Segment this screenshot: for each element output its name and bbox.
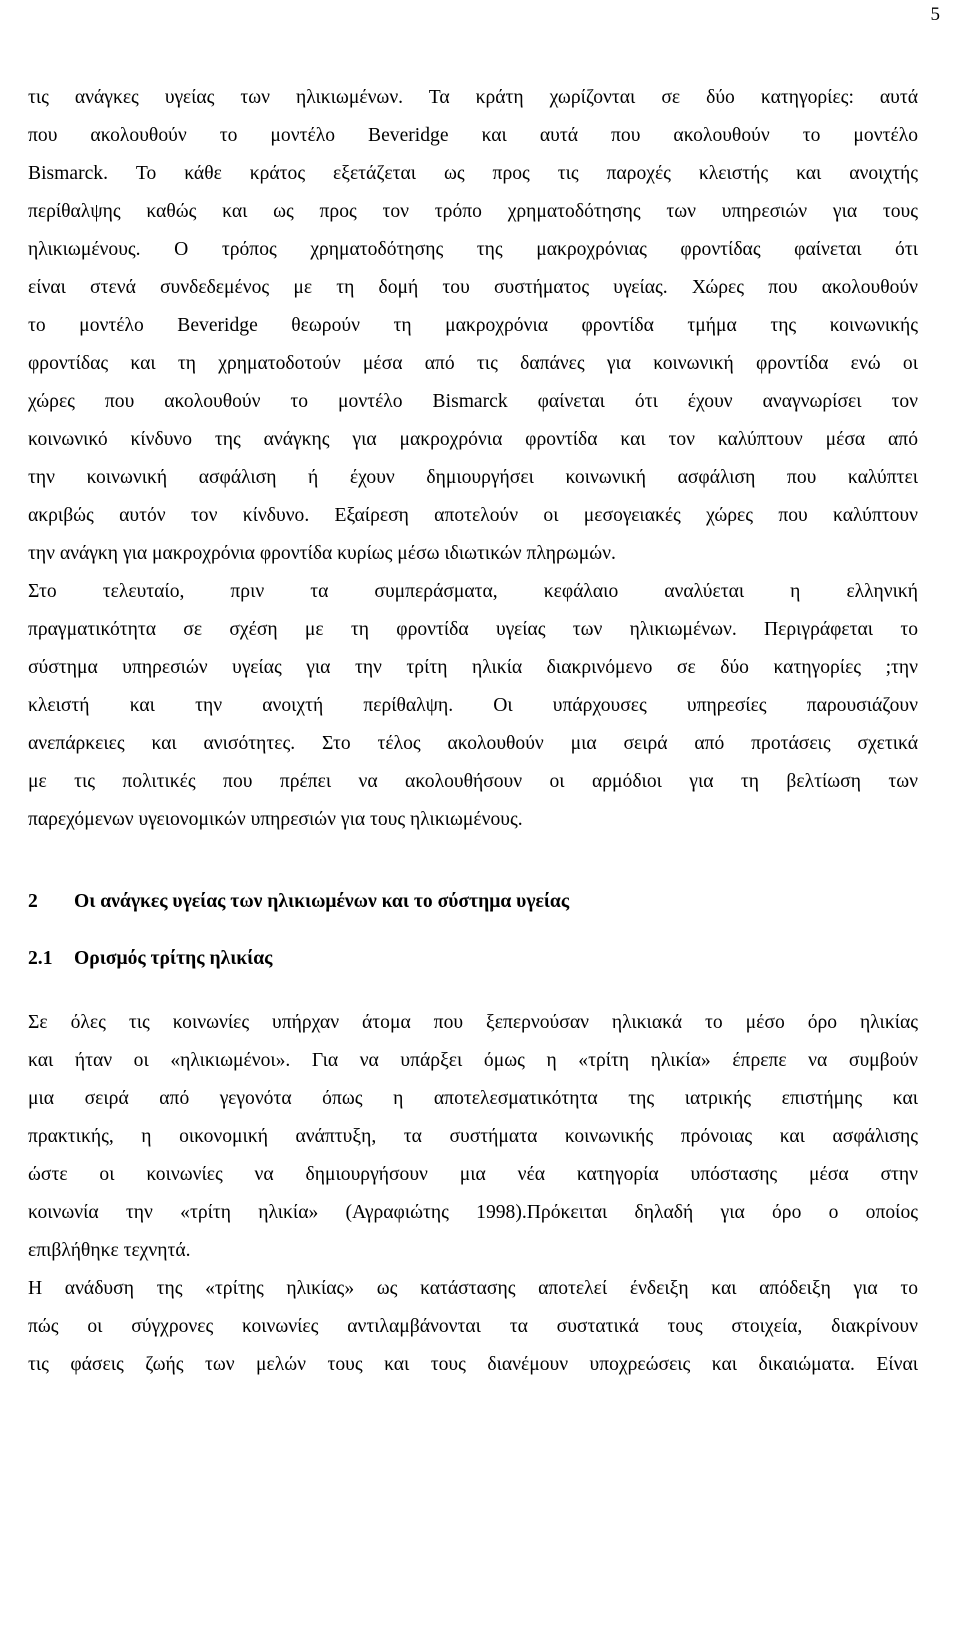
page-number: 5 — [930, 4, 940, 25]
text-line: που ακολουθούν το μοντέλο Beveridge και αυτά που ακολουθούν το μοντέλο — [28, 125, 918, 146]
text-line: σύστημα υπηρεσιών υγείας για την τρίτη ηλικία διακρινόμενο σε δύο κατηγορίες ;την — [28, 657, 918, 678]
subsection-number: 2.1 — [28, 948, 53, 969]
text-line: μια σειρά από γεγονότα όπως η αποτελεσματικότητα της ιατρικής επιστήμης και — [28, 1088, 918, 1109]
text-line: κλειστή και την ανοιχτή περίθαλψη. Οι υπάρχουσες υπηρεσίες παρουσιάζουν — [28, 695, 918, 716]
text-line: ώστε οι κοινωνίες να δημιουργήσουν μια νέα κατηγορία υπόστασης μέσα στην — [28, 1164, 918, 1185]
text-line: την κοινωνική ασφάλιση ή έχουν δημιουργήσει κοινωνική ασφάλιση που καλύπτει — [28, 467, 918, 488]
text-line: την ανάγκη για μακροχρόνια φροντίδα κυρίως μέσω ιδιωτικών πληρωμών. — [28, 543, 616, 564]
text-line: με τις πολιτικές που πρέπει να ακολουθήσουν οι αρμόδιοι για τη βελτίωση των — [28, 771, 918, 792]
subsection-heading — [28, 947, 272, 971]
text-line: κοινωνία την «τρίτη ηλικία» (Αγραφιώτης 1998).Πρόκειται δηλαδή για όρο ο οποίος — [28, 1202, 918, 1223]
text-line: επιβλήθηκε τεχνητά. — [28, 1240, 191, 1261]
text-line: Η ανάδυση της «τρίτης ηλικίας» ως κατάστασης αποτελεί ένδειξη και απόδειξη για το — [28, 1278, 918, 1299]
text-line: τις φάσεις ζωής των μελών τους και τους διανέμουν υποχρεώσεις και δικαιώματα. Είναι — [28, 1354, 918, 1375]
section-title: Οι ανάγκες υγείας των ηλικιωμένων και το σύστημα υγείας — [74, 891, 570, 912]
text-line: πραγματικότητα σε σχέση με τη φροντίδα υγείας των ηλικιωμένων. Περιγράφεται το — [28, 619, 918, 640]
text-line: τις ανάγκες υγείας των ηλικιωμένων. Τα κράτη χωρίζονται σε δύο κατηγορίες: αυτά — [28, 87, 918, 108]
text-line: ανεπάρκειες και ανισότητες. Στο τέλος ακολουθούν μια σειρά από προτάσεις σχετικά — [28, 733, 918, 754]
section-number: 2 — [28, 891, 38, 912]
text-line: φροντίδας και τη χρηματοδοτούν μέσα από τις δαπάνες για κοινωνική φροντίδα ενώ οι — [28, 353, 918, 374]
text-line: πώς οι σύγχρονες κοινωνίες αντιλαμβάνονται τα συστατικά τους στοιχεία, διακρίνουν — [28, 1316, 918, 1337]
text-line: το μοντέλο Beveridge θεωρούν τη μακροχρόνια φροντίδα τμήμα της κοινωνικής — [28, 315, 918, 336]
text-line: Bismarck. Το κάθε κράτος εξετάζεται ως προς τις παροχές κλειστής και ανοιχτής — [28, 163, 918, 184]
text-line: ακριβώς αυτόν τον κίνδυνο. Εξαίρεση αποτελούν οι μεσογειακές χώρες που καλύπτουν — [28, 505, 918, 526]
text-line: Σε όλες τις κοινωνίες υπήρχαν άτομα που ξεπερνούσαν ηλικιακά το μέσο όρο ηλικίας — [28, 1012, 918, 1033]
text-line: περίθαλψης καθώς και ως προς τον τρόπο χρηματοδότησης των υπηρεσιών για τους — [28, 201, 918, 222]
text-line: ηλικιωμένους. Ο τρόπος χρηματοδότησης της μακροχρόνιας φροντίδας φαίνεται ότι — [28, 239, 918, 260]
text-line: κοινωνικό κίνδυνο της ανάγκης για μακροχρόνια φροντίδα και τον καλύπτουν μέσα από — [28, 429, 918, 450]
section-heading — [28, 890, 569, 914]
text-line: παρεχόμενων υγειονομικών υπηρεσιών για τους ηλικιωμένους. — [28, 809, 523, 830]
text-line: πρακτικής, η οικονομική ανάπτυξη, τα συστήματα κοινωνικής πρόνοιας και ασφάλισης — [28, 1126, 918, 1147]
text-line: Στο τελευταίο, πριν τα συμπεράσματα, κεφάλαιο αναλύεται η ελληνική — [28, 581, 918, 602]
subsection-title: Ορισμός τρίτης ηλικίας — [74, 948, 273, 969]
text-line: χώρες που ακολουθούν το μοντέλο Bismarck φαίνεται ότι έχουν αναγνωρίσει τον — [28, 391, 918, 412]
text-line: είναι στενά συνδεδεμένος με τη δομή του συστήματος υγείας. Χώρες που ακολουθούν — [28, 277, 918, 298]
text-line: και ήταν οι «ηλικιωμένοι». Για να υπάρξει όμως η «τρίτη ηλικία» έπρεπε να συμβούν — [28, 1050, 918, 1071]
